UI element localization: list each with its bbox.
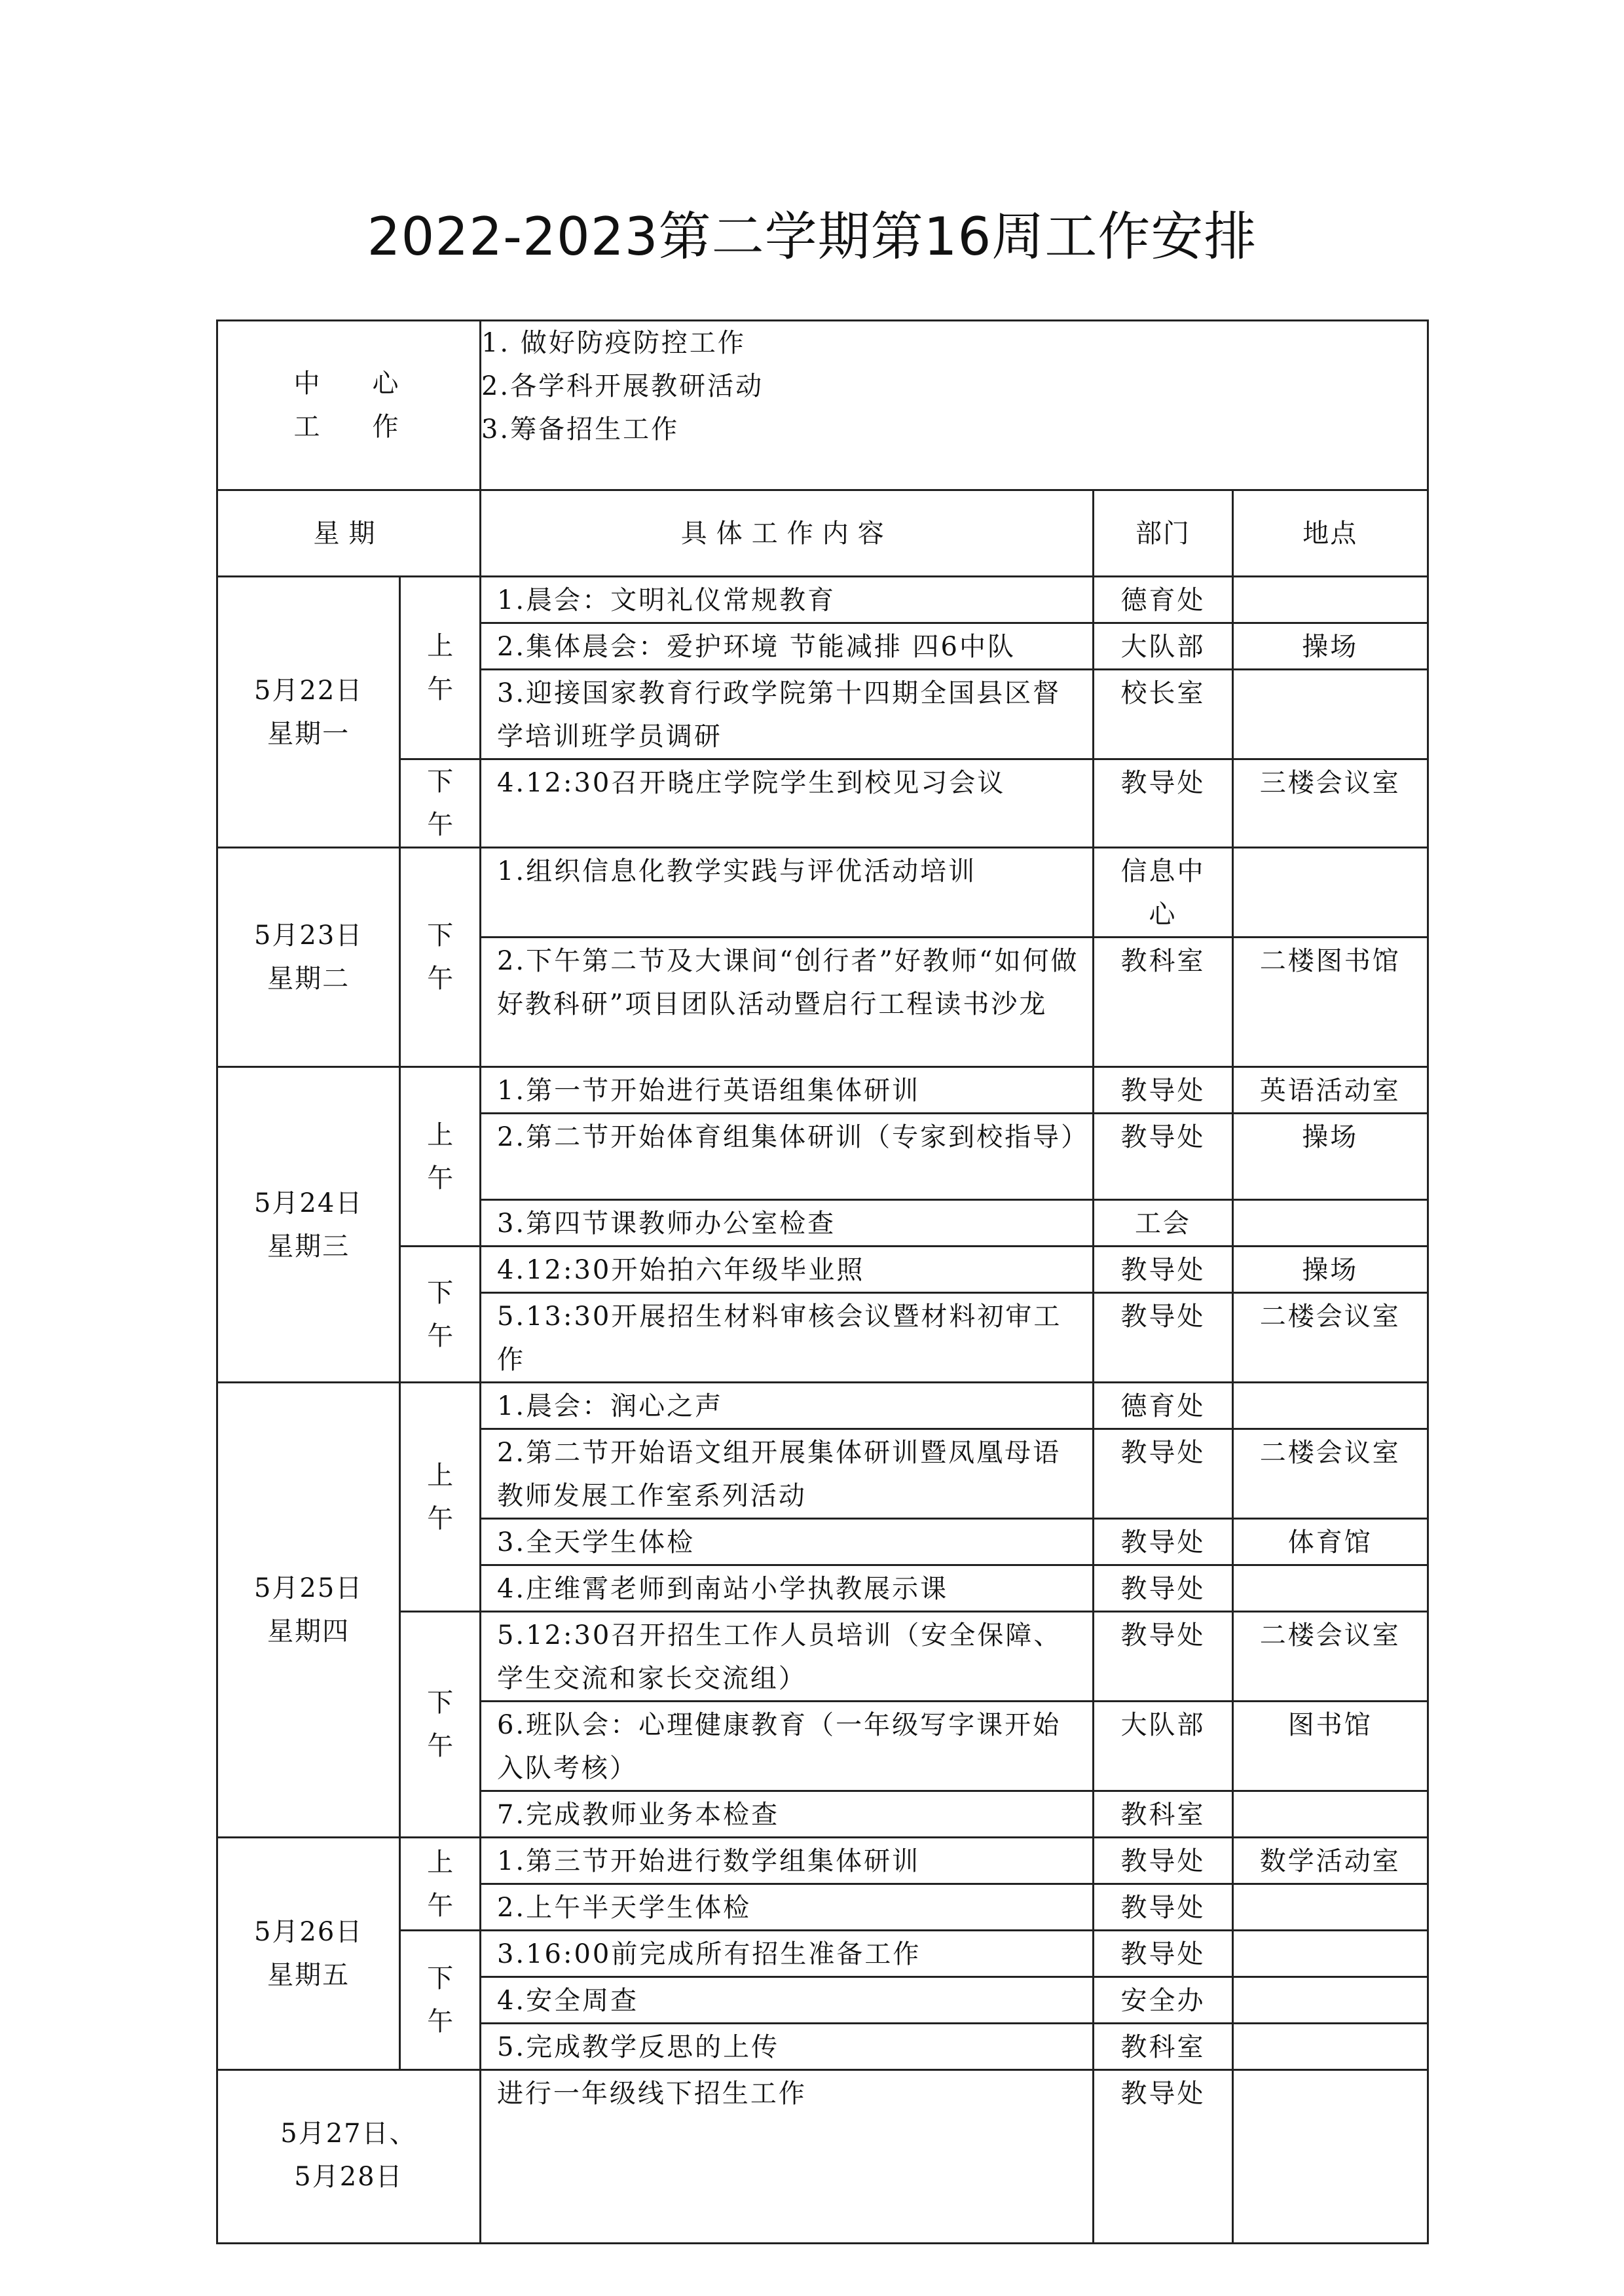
task-content-cell bbox=[480, 1247, 1094, 1293]
task-content: 6.班队会：心理健康教育（一年级写字课开始入队考核） bbox=[496, 1710, 1061, 1783]
weekend-dept: 教导处 bbox=[1094, 2070, 1232, 2244]
task-content: 4.安全周查 bbox=[496, 1986, 639, 2016]
session-label bbox=[400, 577, 481, 759]
weekend-row bbox=[217, 2070, 1428, 2244]
session-label bbox=[400, 848, 481, 1067]
session-label-char: 下 bbox=[427, 1688, 454, 1718]
task-dept: 信息中心 bbox=[1094, 848, 1232, 938]
center-work-item: 2.各学科开展教研活动 bbox=[481, 371, 764, 401]
day-date-cell bbox=[217, 1383, 400, 1838]
task-content: 4.庄维霄老师到南站小学执教展示课 bbox=[496, 1574, 949, 1604]
task-content: 4.12:30开始拍六年级毕业照 bbox=[496, 1255, 865, 1285]
session-label-char: 上 bbox=[427, 631, 454, 661]
weekend-content: 进行一年级线下招生工作 bbox=[496, 2079, 807, 2109]
task-content-cell bbox=[480, 577, 1094, 623]
task-location bbox=[1232, 2024, 1428, 2070]
header-weekday: 星期 bbox=[217, 490, 481, 577]
task-dept: 教科室 bbox=[1094, 938, 1232, 1067]
task-content-cell bbox=[480, 1114, 1094, 1200]
task-content: 3.迎接国家教育行政学院第十四期全国县区督学培训班学员调研 bbox=[496, 678, 1061, 752]
task-location: 操场 bbox=[1232, 1114, 1428, 1200]
task-content-cell bbox=[480, 1838, 1094, 1884]
weekend-location bbox=[1232, 2070, 1428, 2244]
task-dept: 教导处 bbox=[1094, 1114, 1232, 1200]
day-date-cell bbox=[217, 1838, 400, 2070]
task-dept: 教导处 bbox=[1094, 759, 1232, 848]
center-work-label bbox=[217, 321, 481, 490]
task-content: 2.第二节开始体育组集体研训（专家到校指导） bbox=[496, 1122, 1090, 1152]
task-dept: 校长室 bbox=[1094, 670, 1232, 759]
schedule-row bbox=[217, 1383, 1428, 1429]
task-location: 三楼会议室 bbox=[1232, 759, 1428, 848]
day-date: 5月26日 bbox=[253, 1917, 363, 1947]
center-work-row bbox=[217, 321, 1428, 490]
task-dept: 教导处 bbox=[1094, 1565, 1232, 1612]
task-content-cell bbox=[480, 1519, 1094, 1565]
task-dept: 大队部 bbox=[1094, 623, 1232, 670]
task-dept: 教导处 bbox=[1094, 1429, 1232, 1519]
task-content-cell bbox=[480, 1791, 1094, 1838]
task-content: 5.12:30召开招生工作人员培训（安全保障、学生交流和家长交流组） bbox=[496, 1620, 1062, 1694]
center-label-char: 心 bbox=[372, 369, 404, 399]
weekend-date-line1: 5月27日、 bbox=[280, 2119, 417, 2149]
task-dept: 德育处 bbox=[1094, 1383, 1232, 1429]
session-label-char: 午 bbox=[427, 1503, 454, 1534]
task-content: 2.上午半天学生体检 bbox=[496, 1893, 752, 1923]
task-location bbox=[1232, 1884, 1428, 1931]
task-dept: 教导处 bbox=[1094, 1293, 1232, 1383]
task-location: 二楼会议室 bbox=[1232, 1612, 1428, 1702]
task-content: 1.第一节开始进行英语组集体研训 bbox=[496, 1076, 921, 1106]
day-weekday: 星期四 bbox=[267, 1616, 350, 1647]
center-label-char: 作 bbox=[372, 412, 404, 442]
task-content: 1.晨会：文明礼仪常规教育 bbox=[496, 585, 836, 615]
header-content: 具体工作内容 bbox=[480, 490, 1094, 577]
task-content-cell bbox=[480, 938, 1094, 1067]
day-weekday: 星期一 bbox=[267, 718, 350, 749]
task-content-cell bbox=[480, 1293, 1094, 1383]
task-dept: 大队部 bbox=[1094, 1702, 1232, 1791]
task-content: 1.第三节开始进行数学组集体研训 bbox=[496, 1846, 921, 1876]
task-location bbox=[1232, 1200, 1428, 1247]
session-label-char: 午 bbox=[427, 1163, 454, 1194]
task-content-cell bbox=[480, 1565, 1094, 1612]
session-label-char: 上 bbox=[427, 1847, 454, 1878]
day-date: 5月24日 bbox=[253, 1188, 363, 1218]
task-location bbox=[1232, 1977, 1428, 2024]
task-content: 3.第四节课教师办公室检查 bbox=[496, 1209, 836, 1239]
session-label-char: 上 bbox=[427, 1120, 454, 1150]
task-dept: 教导处 bbox=[1094, 1838, 1232, 1884]
task-content: 3.全天学生体检 bbox=[496, 1527, 695, 1558]
center-work-item: 1. 做好防疫防控工作 bbox=[481, 328, 746, 358]
task-content-cell bbox=[480, 1977, 1094, 2024]
task-content-cell bbox=[480, 759, 1094, 848]
task-dept: 德育处 bbox=[1094, 577, 1232, 623]
task-content: 2.下午第二节及大课间“创行者”好教师“如何做好教科研”项目团队活动暨启行工程读书沙龙 bbox=[496, 946, 1079, 1019]
session-label-char: 下 bbox=[427, 767, 454, 797]
day-date: 5月22日 bbox=[253, 675, 363, 706]
task-dept: 教科室 bbox=[1094, 2024, 1232, 2070]
task-content: 4.12:30召开晓庄学院学生到校见习会议 bbox=[496, 768, 1006, 798]
task-content: 2.集体晨会：爱护环境 节能减排 四6中队 bbox=[496, 632, 1016, 662]
task-content: 3.16:00前完成所有招生准备工作 bbox=[496, 1939, 921, 1969]
task-location bbox=[1232, 1931, 1428, 1977]
task-content-cell bbox=[480, 1429, 1094, 1519]
session-label bbox=[400, 1383, 481, 1612]
task-location: 操场 bbox=[1232, 1247, 1428, 1293]
session-label bbox=[400, 759, 481, 848]
day-weekday: 星期二 bbox=[267, 964, 350, 994]
task-content-cell bbox=[480, 1612, 1094, 1702]
page-title: 2022-2023第二学期第16周工作安排 bbox=[367, 206, 1257, 267]
task-content-cell bbox=[480, 2024, 1094, 2070]
header-location: 地点 bbox=[1232, 490, 1428, 577]
day-date-cell bbox=[217, 577, 400, 848]
task-content-cell bbox=[480, 848, 1094, 938]
day-date: 5月23日 bbox=[253, 920, 363, 951]
session-label-char: 午 bbox=[427, 1731, 454, 1761]
session-label-char: 下 bbox=[427, 1963, 454, 1994]
task-content-cell bbox=[480, 670, 1094, 759]
task-location bbox=[1232, 577, 1428, 623]
day-date-cell bbox=[217, 848, 400, 1067]
schedule-row bbox=[217, 577, 1428, 623]
weekend-content-cell bbox=[480, 2070, 1094, 2244]
session-label bbox=[400, 1931, 481, 2070]
day-weekday: 星期三 bbox=[267, 1231, 350, 1262]
task-content: 5.完成教学反思的上传 bbox=[496, 2032, 780, 2062]
session-label bbox=[400, 1067, 481, 1247]
task-location: 操场 bbox=[1232, 623, 1428, 670]
task-dept: 教导处 bbox=[1094, 1612, 1232, 1702]
day-date-cell bbox=[217, 1067, 400, 1383]
task-location: 二楼图书馆 bbox=[1232, 938, 1428, 1067]
task-content-cell bbox=[480, 1931, 1094, 1977]
task-dept: 教导处 bbox=[1094, 1519, 1232, 1565]
center-label-char: 工 bbox=[293, 412, 325, 442]
task-content-cell bbox=[480, 1884, 1094, 1931]
day-date: 5月25日 bbox=[253, 1573, 363, 1603]
weekend-date-cell bbox=[217, 2070, 481, 2244]
header-row bbox=[217, 490, 1428, 577]
task-content-cell bbox=[480, 623, 1094, 670]
session-label-char: 午 bbox=[427, 674, 454, 704]
session-label bbox=[400, 1838, 481, 1931]
schedule-row bbox=[217, 1067, 1428, 1114]
session-label-char: 午 bbox=[427, 810, 454, 840]
session-label-char: 午 bbox=[427, 2007, 454, 2037]
header-dept: 部门 bbox=[1094, 490, 1232, 577]
task-content: 5.13:30开展招生材料审核会议暨材料初审工作 bbox=[496, 1302, 1062, 1375]
task-location: 体育馆 bbox=[1232, 1519, 1428, 1565]
task-location bbox=[1232, 670, 1428, 759]
session-label-char: 午 bbox=[427, 1890, 454, 1921]
session-label-char: 下 bbox=[427, 1277, 454, 1308]
task-dept: 安全办 bbox=[1094, 1977, 1232, 2024]
task-location: 数学活动室 bbox=[1232, 1838, 1428, 1884]
task-content-cell bbox=[480, 1702, 1094, 1791]
task-content: 2.第二节开始语文组开展集体研训暨凤凰母语教师发展工作室系列活动 bbox=[496, 1438, 1061, 1511]
task-location: 二楼会议室 bbox=[1232, 1429, 1428, 1519]
day-weekday: 星期五 bbox=[267, 1960, 350, 1990]
task-content: 7.完成教师业务本检查 bbox=[496, 1800, 780, 1830]
task-location bbox=[1232, 848, 1428, 938]
task-location: 二楼会议室 bbox=[1232, 1293, 1428, 1383]
weekend-date-line2: 5月28日 bbox=[294, 2162, 403, 2192]
session-label bbox=[400, 1247, 481, 1383]
schedule-row bbox=[217, 848, 1428, 938]
session-label-char: 午 bbox=[427, 1321, 454, 1351]
task-content-cell bbox=[480, 1067, 1094, 1114]
session-label-char: 上 bbox=[427, 1460, 454, 1491]
task-location bbox=[1232, 1565, 1428, 1612]
task-location: 图书馆 bbox=[1232, 1702, 1428, 1791]
task-location bbox=[1232, 1383, 1428, 1429]
task-dept: 教导处 bbox=[1094, 1931, 1232, 1977]
task-content: 1.晨会：润心之声 bbox=[496, 1391, 724, 1421]
task-dept: 工会 bbox=[1094, 1200, 1232, 1247]
task-content-cell bbox=[480, 1200, 1094, 1247]
session-label bbox=[400, 1612, 481, 1838]
center-work-item: 3.筹备招生工作 bbox=[481, 414, 680, 445]
schedule-row bbox=[217, 1838, 1428, 1884]
task-dept: 教科室 bbox=[1094, 1791, 1232, 1838]
schedule-table bbox=[216, 319, 1429, 2244]
task-content-cell bbox=[480, 1383, 1094, 1429]
task-content: 1.组织信息化教学实践与评优活动培训 bbox=[496, 856, 977, 886]
task-dept: 教导处 bbox=[1094, 1247, 1232, 1293]
center-label-char: 中 bbox=[293, 369, 325, 399]
task-location bbox=[1232, 1791, 1428, 1838]
session-label-char: 午 bbox=[427, 964, 454, 994]
center-work-list bbox=[480, 321, 1428, 490]
task-dept: 教导处 bbox=[1094, 1067, 1232, 1114]
session-label-char: 下 bbox=[427, 920, 454, 951]
task-dept: 教导处 bbox=[1094, 1884, 1232, 1931]
task-location: 英语活动室 bbox=[1232, 1067, 1428, 1114]
